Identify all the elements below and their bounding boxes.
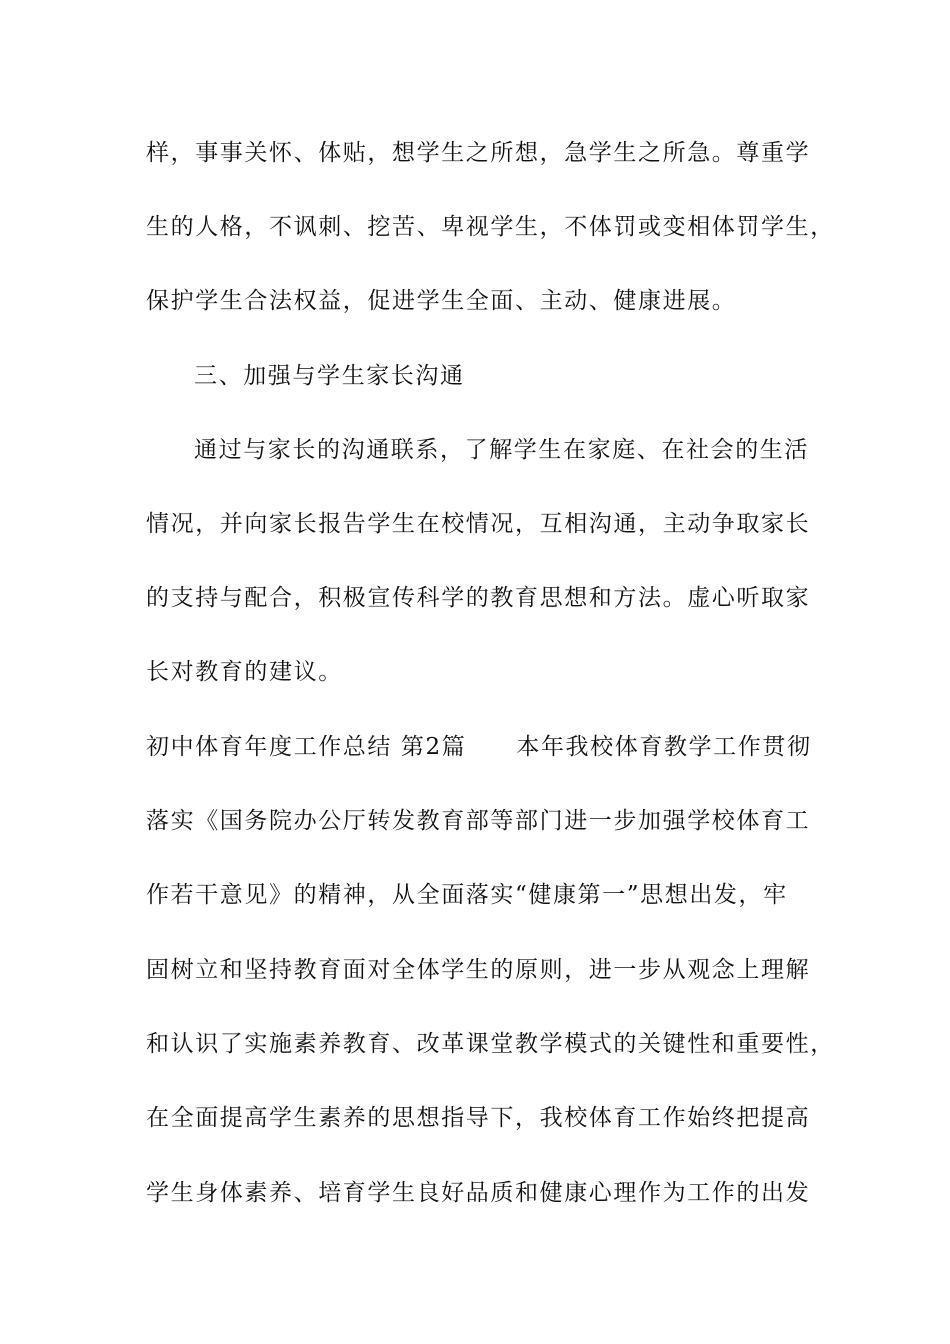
paragraph-line: 作若干意见》的精神，从全面落实“健康第一”思想出发，牢: [146, 882, 788, 908]
article-title-line: [146, 732, 812, 762]
paragraph-line: 生的人格，不讽刺、挖苦、卑视学生，不体罚或变相体罚学生，: [146, 214, 835, 240]
article-lead-text: 本年我校体育教学工作贯彻: [516, 734, 812, 760]
paragraph-line: 情况，并向家长报告学生在校情况，互相沟通，主动争取家长: [146, 511, 811, 537]
paragraph-line: 在全面提高学生素养的思想指导下，我校体育工作始终把提高: [146, 1105, 811, 1131]
paragraph-line: 落实《国务院办公厅转发教育部等部门进一步加强学校体育工: [146, 808, 811, 834]
article-title: 初中体育年度工作总结 第2篇: [146, 734, 467, 760]
paragraph-line: 和认识了实施素养教育、改革课堂教学模式的关键性和重要性，: [146, 1031, 835, 1057]
paragraph-line: 样，事事关怀、体贴，想学生之所想，急学生之所急。尊重学: [146, 140, 811, 166]
paragraph-line: 学生身体素养、培育学生良好品质和健康心理作为工作的出发: [146, 1180, 811, 1206]
paragraph-line: 的支持与配合，积极宣传科学的教育思想和方法。虚心听取家: [146, 585, 811, 611]
section-heading: 三、加强与学生家长沟通: [194, 363, 465, 389]
paragraph-line: 固树立和坚持教育面对全体学生的原则，进一步从观念上理解: [146, 957, 811, 983]
paragraph-line: 长对教育的建议。: [146, 659, 343, 685]
paragraph-line: 保护学生合法权益，促进学生全面、主动、健康进展。: [146, 288, 737, 314]
paragraph-line: 通过与家长的沟通联系，了解学生在家庭、在社会的生活: [194, 437, 809, 463]
